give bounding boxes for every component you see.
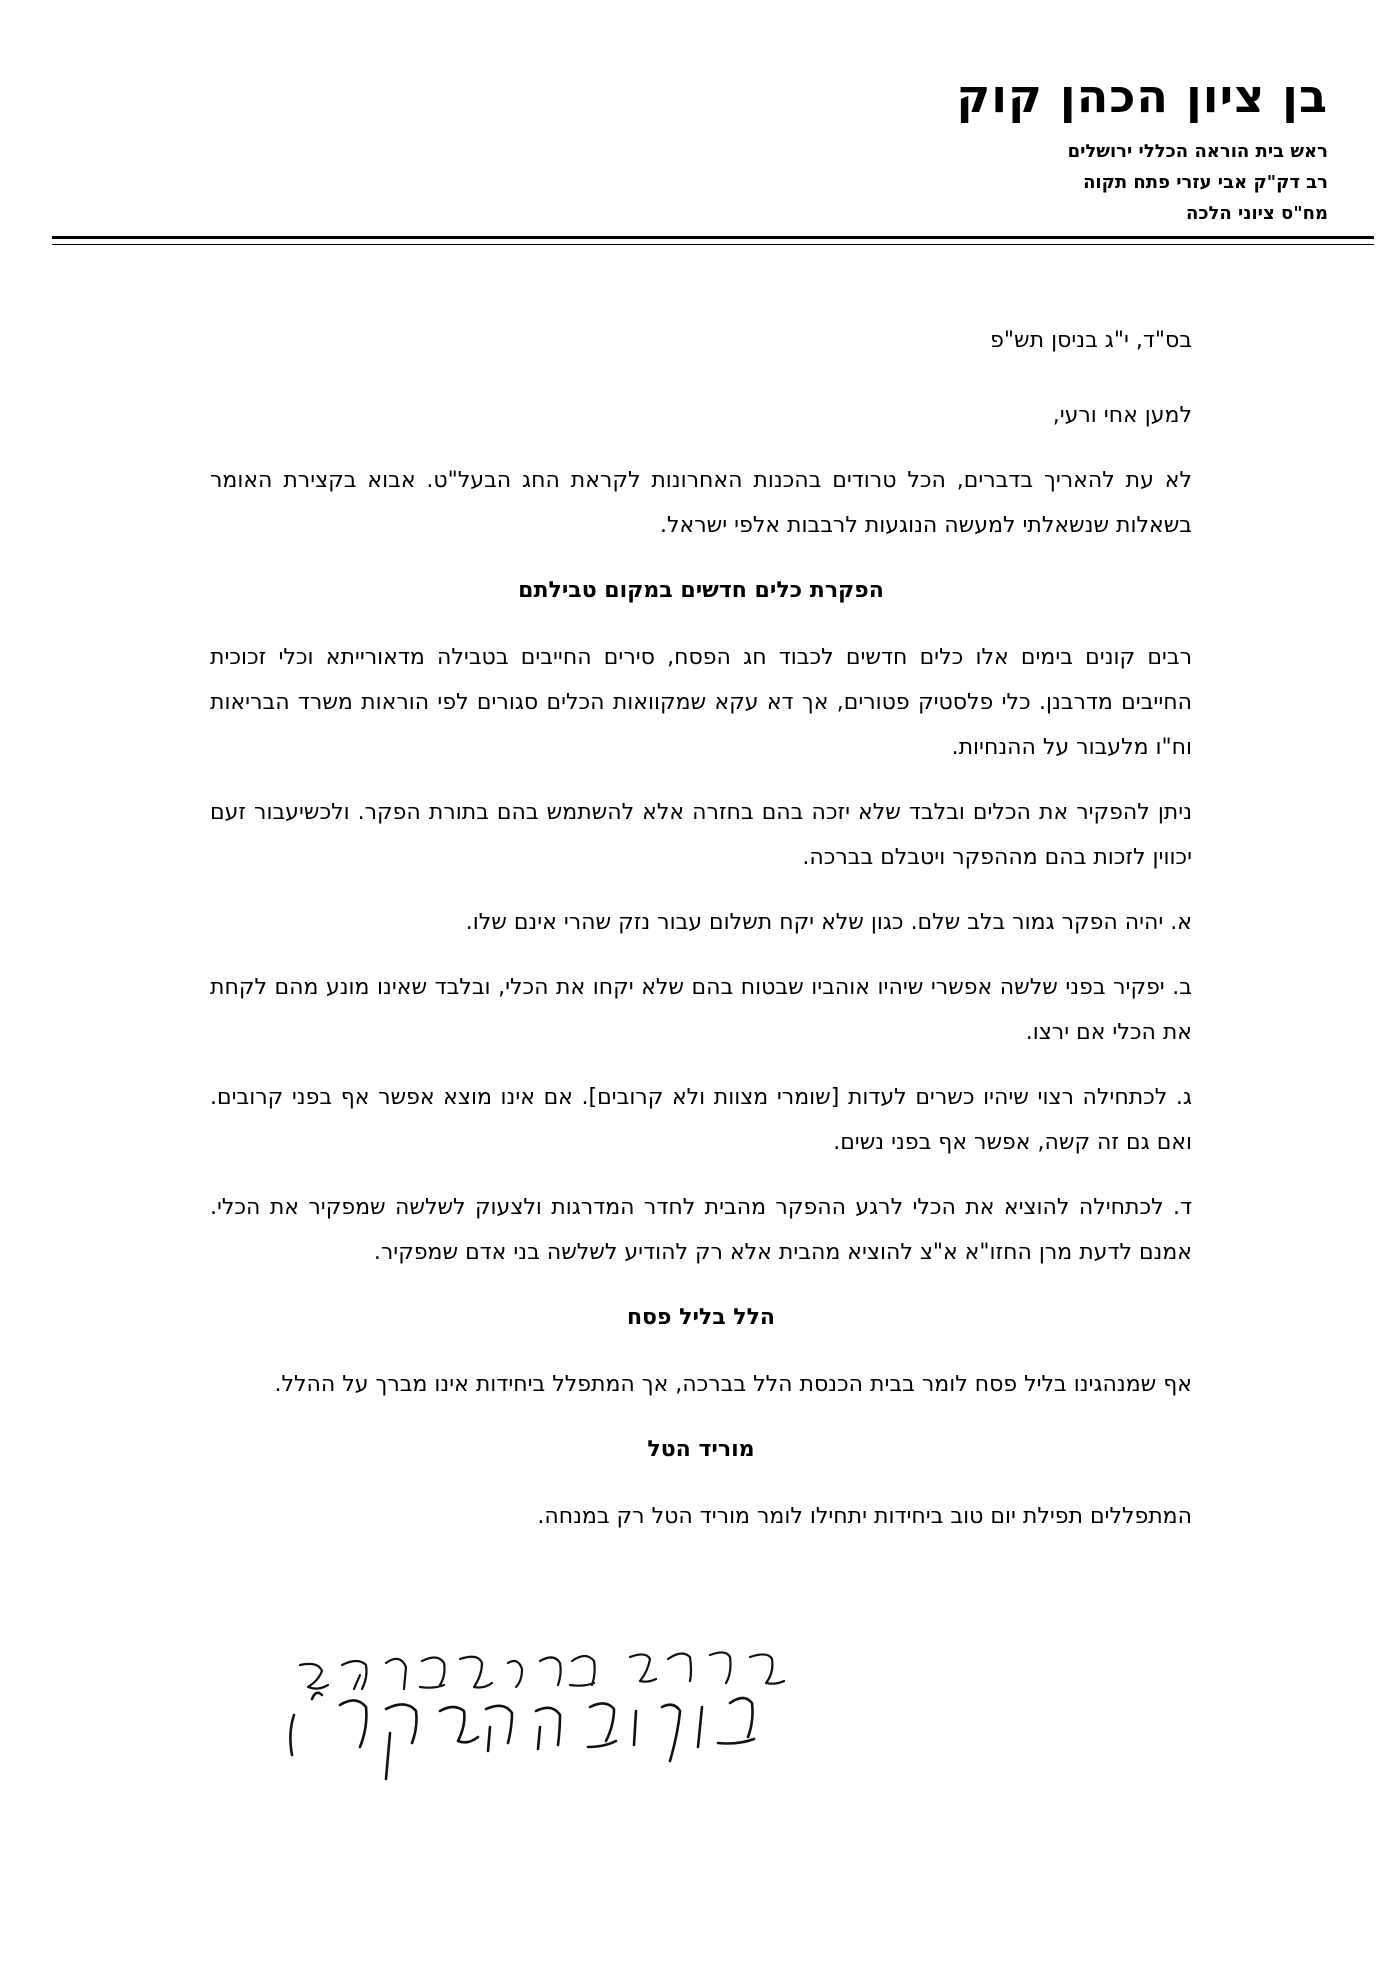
hefker-paragraph-2: ניתן להפקיר את הכלים ובלבד שלא יזכה בהם בחזרה אלא להשתמש בהם בתורת הפקר. ולכשיעבור זעם יכווין לזכות בהם מההפקר ויטבלם בברכה. xyxy=(210,800,1192,870)
letter-body xyxy=(210,318,1192,1559)
hefker-condition-a: א. יהיה הפקר גמור בלב שלם. כגון שלא יקח תשלום עבור נזק שהרי אינם שלו. xyxy=(465,910,1192,935)
signature-drawing xyxy=(190,1615,790,1815)
letterhead-divider-thin xyxy=(52,244,1374,245)
signature-name-strokes xyxy=(290,1693,754,1779)
letterhead-title-1: ראש בית הוראה הכללי ירושלים xyxy=(1067,141,1328,162)
section-heading-hefker: הפקרת כלים חדשים במקום טבילתם xyxy=(518,578,884,603)
letterhead-name: בן ציון הכהן קוק xyxy=(956,69,1328,123)
signature-greeting-strokes xyxy=(300,1652,784,1689)
handwritten-signature xyxy=(190,1615,790,1815)
letter-date: בס"ד, י"ג בניסן תש"פ xyxy=(990,328,1192,353)
letterhead-title-2: רב דק"ק אבי עזרי פתח תקוה xyxy=(1083,172,1328,193)
hefker-condition-b: ב. יפקיר בפני שלשה אפשרי שיהיו אוהביו שבטוח בהם שלא יקחו את הכלי, ובלבד שאינו מונע מהם לקחת את הכלי אם ירצו. xyxy=(210,975,1192,1045)
letter-greeting: למען אחי ורעי, xyxy=(1052,403,1192,428)
letterhead-divider xyxy=(52,236,1374,239)
intro-paragraph: לא עת להאריך בדברים, הכל טרודים בהכנות האחרונות לקראת החג הבעל"ט. אבוא בקצירת האומר בשאלות שנשאלתי למעשה הנוגעות לרבבות אלפי ישראל. xyxy=(210,468,1192,538)
letterhead-title-3: מח"ס ציוני הלכה xyxy=(1185,203,1328,224)
letterhead xyxy=(628,68,1328,229)
hefker-condition-d: ד. לכתחילה להוציא את הכלי לרגע ההפקר מהבית לחדר המדרגות ולצעוק לשלשה שמפקיר את הכלי. אמנם לדעת מרן החזו"א א"צ להוציא מהבית אלא רק להודיע לשלשה בני אדם שמפקיר. xyxy=(210,1195,1192,1265)
hefker-condition-c: ג. לכתחילה רצוי שיהיו כשרים לעדות [שומרי מצוות ולא קרובים]. אם אינו מוצא אפשר אף בפני קרובים. ואם גם זה קשה, אפשר אף בפני נשים. xyxy=(210,1085,1192,1155)
section-heading-hallel: הלל בליל פסח xyxy=(626,1305,776,1330)
hallel-paragraph: אף שמנהגינו בליל פסח לומר בבית הכנסת הלל בברכה, אך המתפלל ביחידות אינו מברך על ההלל. xyxy=(274,1372,1192,1397)
section-heading-morid-hatal: מוריד הטל xyxy=(647,1437,755,1462)
morid-hatal-paragraph: המתפללים תפילת יום טוב ביחידות יתחילו לומר מוריד הטל רק במנחה. xyxy=(537,1504,1192,1529)
hefker-paragraph-1: רבים קונים בימים אלו כלים חדשים לכבוד חג הפסח, סירים החייבים בטבילה מדאורייתא וכלי זכוכית החייבים מדרבנן. כלי פלסטיק פטורים, אך דא עקא שמקוואות הכלים סגורים לפי הוראות משרד הבריאות וח"ו מלעבור על ההנחיות. xyxy=(210,645,1192,760)
